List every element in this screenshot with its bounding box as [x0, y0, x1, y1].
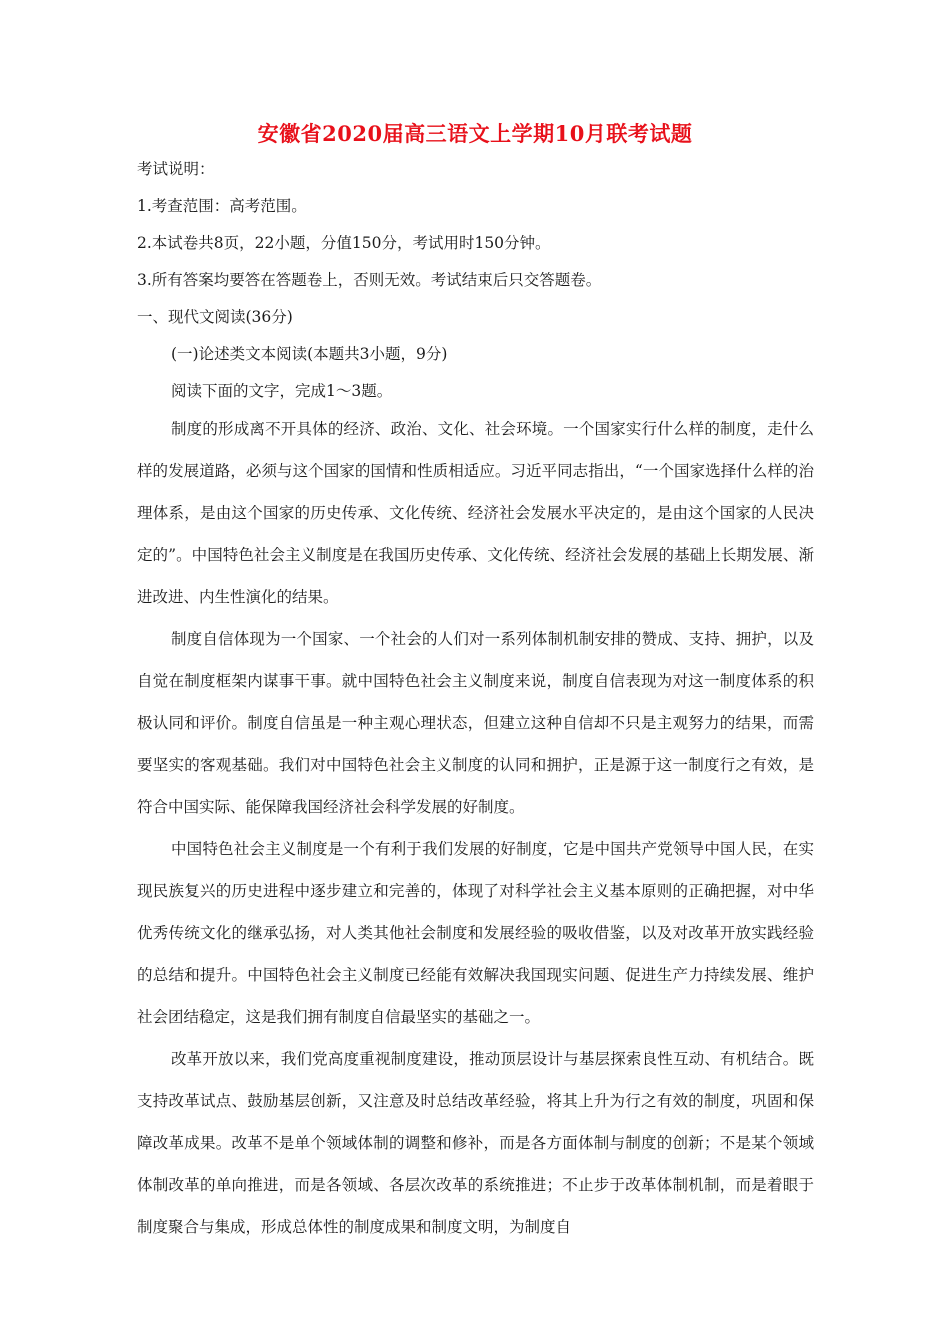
paragraph-1: 制度的形成离不开具体的经济、政治、文化、社会环境。一个国家实行什么样的制度，走什么样的发展道路，必须与这个国家的国情和性质相适应。习近平同志指出，“一个国家选择什么样的治理体系，是由这个国家的历史传承、文化传统、经济社会发展水平决定的，是由这个国家的人民决定的”。中国特色社会主义制度是在我国历史传承、文化传统、经济社会发展的基础上长期发展、渐进改进、内生性演化的结果。 — [137, 420, 814, 606]
paragraph-2: 制度自信体现为一个国家、一个社会的人们对一系列体制机制安排的赞成、支持、拥护，以及自觉在制度框架内谋事干事。就中国特色社会主义制度来说，制度自信表现为对这一制度体系的积极认同和评价。制度自信虽是一种主观心理状态，但建立这种自信却不只是主观努力的结果，而需要坚实的客观基础。我们对中国特色社会主义制度的认同和拥护，正是源于这一制度行之有效，是符合中国实际、能保障我国经济社会科学发展的好制度。 — [137, 630, 814, 816]
exam-note-1: 1.考查范围：高考范围。 — [137, 197, 307, 215]
section-heading: 一、现代文阅读(36分) — [137, 308, 293, 326]
paragraph-3: 中国特色社会主义制度是一个有利于我们发展的好制度，它是中国共产党领导中国人民，在实现民族复兴的历史进程中逐步建立和完善的，体现了对科学社会主义基本原则的正确把握，对中华优秀传统文化的继承弘扬，对人类其他社会制度和发展经验的吸收借鉴，以及对改革开放实践经验的总结和提升。中国特色社会主义制度已经能有效解决我国现实问题、促进生产力持续发展、维护社会团结稳定，这是我们拥有制度自信最坚实的基础之一。 — [137, 840, 814, 1026]
exam-note-3: 3.所有答案均要答在答题卷上，否则无效。考试结束后只交答题卷。 — [137, 271, 602, 289]
document-title: 安徽省2020届高三语文上学期10月联考试题 — [257, 121, 693, 146]
paragraph-4: 改革开放以来，我们党高度重视制度建设，推动顶层设计与基层探索良性互动、有机结合。既支持改革试点、鼓励基层创新，又注意及时总结改革经验，将其上升为行之有效的制度，巩固和保障改革成果。改革不是单个领域体制的调整和修补，而是各方面体制与制度的创新；不是某个领域体制改革的单向推进，而是各领域、各层次改革的系统推进；不止步于改革体制机制，而是着眼于制度聚合与集成，形成总体性的制度成果和制度文明，为制度自 — [137, 1050, 814, 1236]
document-body — [137, 152, 814, 1248]
exam-note-2: 2.本试卷共8页，22小题，分值150分，考试用时150分钟。 — [137, 234, 551, 252]
reading-instruction: 阅读下面的文字，完成1～3题。 — [171, 382, 393, 400]
subsection-heading: (一)论述类文本阅读(本题共3小题，9分) — [171, 345, 448, 363]
exam-notes-heading: 考试说明： — [137, 160, 215, 178]
